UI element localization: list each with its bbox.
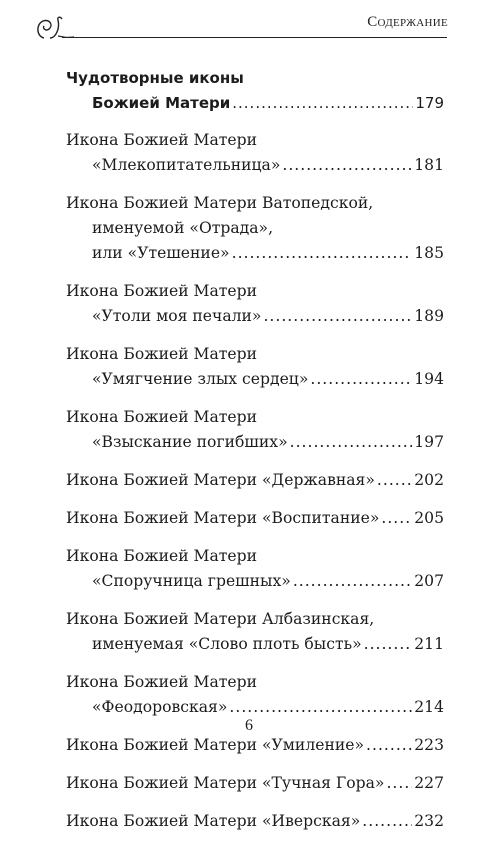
toc-entry xyxy=(66,342,444,392)
dot-leader xyxy=(381,506,412,531)
toc-entry xyxy=(66,771,444,796)
toc-entry xyxy=(66,733,444,758)
toc-line xyxy=(66,66,444,91)
toc-entry-title: Божией Матери xyxy=(92,94,231,112)
dot-leader xyxy=(366,733,412,758)
toc-entry-title: «Взыскание погибших» xyxy=(92,433,288,451)
toc-line xyxy=(66,506,444,531)
toc-page-number: 194 xyxy=(414,370,444,388)
toc-entry xyxy=(66,405,444,455)
toc-line xyxy=(66,191,444,216)
toc-page-number: 227 xyxy=(414,774,444,792)
toc-entry xyxy=(66,191,444,266)
toc-entry-title: Икона Божией Матери Ватопедской, xyxy=(66,194,374,212)
toc-entry xyxy=(66,506,444,531)
dot-leader xyxy=(290,430,413,455)
toc-line xyxy=(66,342,444,367)
toc-entry-title: «Млекопитательница» xyxy=(92,156,281,174)
toc-line xyxy=(66,367,444,392)
toc-entry-title: Икона Божией Матери xyxy=(66,547,258,565)
toc-line xyxy=(66,241,444,266)
toc-entry-title: «Умягчение злых сердец» xyxy=(92,370,309,388)
toc-entry-title: Икона Божией Матери «Тучная Гора» xyxy=(66,774,385,792)
toc-line xyxy=(66,569,444,594)
toc-page-number: 211 xyxy=(414,635,444,653)
dot-leader xyxy=(364,632,413,657)
toc-line xyxy=(66,153,444,178)
toc-line xyxy=(66,430,444,455)
toc-section-heading xyxy=(66,66,444,116)
toc-entry-title: Икона Божией Матери «Воспитание» xyxy=(66,509,380,527)
toc-entry-title: Икона Божией Матери «Умиление» xyxy=(66,736,365,754)
toc-entry-title: «Феодоровская» xyxy=(92,698,228,716)
toc-line xyxy=(66,607,444,632)
toc-entry-title: Икона Божией Матери xyxy=(66,345,258,363)
toc-line xyxy=(66,91,444,116)
dot-leader xyxy=(282,153,412,178)
toc-entry-title: Икона Божией Матери xyxy=(66,408,258,426)
toc-entry xyxy=(66,279,444,329)
toc-page-number: 232 xyxy=(414,812,444,830)
toc-entry-title: или «Утешение» xyxy=(92,244,230,262)
toc-entry xyxy=(66,607,444,657)
dot-leader xyxy=(293,569,412,594)
scroll-ornament-icon xyxy=(34,14,74,44)
toc-entry xyxy=(66,128,444,178)
toc-page-number: 197 xyxy=(414,433,444,451)
header-rule xyxy=(62,37,447,38)
toc-entry-title: Икона Божией Матери xyxy=(66,131,258,149)
toc-line xyxy=(66,544,444,569)
toc-entry xyxy=(66,544,444,594)
toc-line xyxy=(66,670,444,695)
toc-line xyxy=(66,771,444,796)
toc-entry-title: «Споручница грешных» xyxy=(92,572,291,590)
dot-leader xyxy=(386,771,412,796)
toc-page-number: 189 xyxy=(414,307,444,325)
dot-leader xyxy=(263,304,412,329)
toc-entry xyxy=(66,809,444,834)
toc-entry-title: именуемой «Отрада», xyxy=(92,219,274,237)
toc-page-number: 185 xyxy=(414,244,444,262)
toc-line xyxy=(66,733,444,758)
toc-entry-title: Икона Божией Матери Албазинская, xyxy=(66,610,375,628)
toc-line xyxy=(66,809,444,834)
toc-entry-title: Икона Божией Матери «Державная» xyxy=(66,471,375,489)
toc-page-number: 181 xyxy=(414,156,444,174)
toc-entry xyxy=(66,468,444,493)
toc-line xyxy=(66,405,444,430)
dot-leader xyxy=(377,468,412,493)
toc-entry-title: Чудотворные иконы xyxy=(66,69,244,87)
toc-line xyxy=(66,632,444,657)
toc-line xyxy=(66,216,444,241)
toc-entry-title: Икона Божией Матери «Иверская» xyxy=(66,812,361,830)
toc-page-number: 179 xyxy=(415,94,444,112)
dot-leader xyxy=(310,367,412,392)
toc-page-number: 214 xyxy=(414,698,444,716)
toc-page-number: 202 xyxy=(414,471,444,489)
toc-page-number: 223 xyxy=(414,736,444,754)
toc-entry-title: Икона Божией Матери xyxy=(66,282,258,300)
toc-line xyxy=(66,304,444,329)
dot-leader xyxy=(232,241,413,266)
toc-line xyxy=(66,279,444,304)
toc-line xyxy=(66,468,444,493)
toc-page-number: 205 xyxy=(414,509,444,527)
dot-leader xyxy=(362,809,412,834)
toc-line xyxy=(66,128,444,153)
toc-page-number: 207 xyxy=(414,572,444,590)
dot-leader xyxy=(232,91,413,116)
toc-entry-title: Икона Божией Матери xyxy=(66,673,258,691)
running-title: Содержание xyxy=(367,14,448,30)
toc-entry-title: именуемая «Слово плоть бысть» xyxy=(92,635,362,653)
toc-entry xyxy=(66,670,444,720)
toc-entry-title: «Утоли моя печали» xyxy=(92,307,262,325)
page-number: 6 xyxy=(245,717,253,734)
